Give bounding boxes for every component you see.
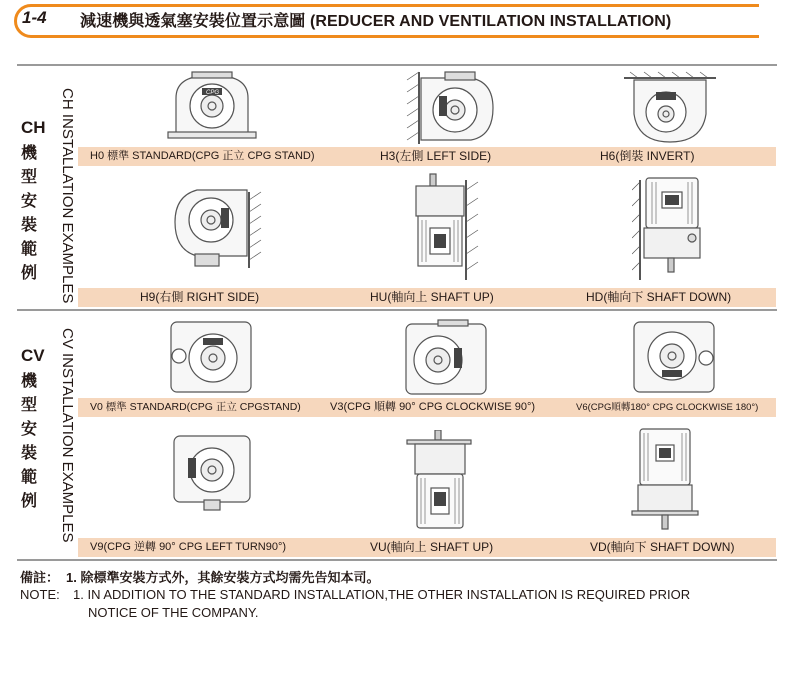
cjk-char: 裝	[21, 217, 38, 234]
note-en-label: NOTE:	[20, 587, 60, 602]
cjk-char: 例	[21, 493, 38, 510]
vertical-label-cv: CV INSTALLATION EXAMPLES	[59, 328, 76, 543]
caption-vu: VU(軸向上 SHAFT UP)	[370, 540, 494, 554]
diagram-hu	[410, 172, 482, 282]
divider	[17, 64, 777, 66]
caption-h9: H9(右側 RIGHT SIDE)	[140, 290, 260, 304]
cjk-char: 裝	[21, 445, 38, 462]
diagram-h3	[405, 70, 505, 146]
note-en-line2: NOTICE OF THE COMPANY.	[88, 605, 259, 620]
diagram-h0	[162, 70, 262, 144]
caption-hu: HU(軸向上 SHAFT UP)	[370, 290, 494, 304]
cjk-char: 安	[21, 421, 38, 438]
caption-v0: V0 標準 STANDARD(CPG 正立 CPGSTAND)	[90, 401, 301, 413]
cpg-logo: CPG	[206, 90, 220, 96]
diagram-v3	[398, 318, 494, 398]
cjk-char: 型	[21, 169, 38, 186]
cjk-char: 例	[21, 265, 38, 282]
note-en-line1: 1. IN ADDITION TO THE STANDARD INSTALLATION,THE OTHER INSTALLATION IS REQUIRED PRIOR	[73, 587, 691, 602]
diagram-v9	[168, 432, 258, 512]
page-title: 減速機與透氣塞安裝位置示意圖 (REDUCER AND VENTILATION INSTALLATION)	[80, 13, 672, 30]
section-abbr-cv: CV	[21, 346, 45, 365]
cjk-char: 機	[21, 145, 38, 162]
caption-hd: HD(軸向下 SHAFT DOWN)	[586, 290, 732, 304]
caption-h0: H0 標準 STANDARD(CPG 正立 CPG STAND)	[90, 150, 315, 162]
cjk-char: 安	[21, 193, 38, 210]
divider	[17, 309, 777, 311]
caption-v6: V6(CPG順轉180° CPG CLOCKWISE 180°)	[576, 402, 759, 413]
diagram-v6	[628, 318, 720, 396]
cjk-char: 機	[21, 373, 38, 390]
caption-vd: VD(軸向下 SHAFT DOWN)	[590, 540, 735, 554]
diagram-vd	[630, 425, 700, 535]
diagram-h6	[620, 70, 720, 146]
divider	[17, 559, 777, 561]
cjk-char: 範	[21, 241, 38, 258]
cjk-char: 型	[21, 397, 38, 414]
caption-v3: V3(CPG 順轉 90° CPG CLOCKWISE 90°)	[330, 401, 536, 413]
diagram-h9	[165, 172, 265, 272]
diagram-hd	[632, 172, 712, 282]
vertical-label-ch: CH INSTALLATION EXAMPLES	[59, 88, 76, 304]
note-cn-text: 1. 除標準安裝方式外，其餘安裝方式均需先告知本司。	[66, 570, 380, 585]
diagram-v0	[165, 318, 257, 396]
note-cn-label: 備註：	[20, 570, 60, 585]
caption-h3: H3(左側 LEFT SIDE)	[380, 149, 492, 163]
caption-h6: H6(倒裝 INVERT)	[600, 149, 695, 163]
section-number: 1-4	[22, 8, 47, 27]
caption-v9: V9(CPG 逆轉 90° CPG LEFT TURN90°)	[90, 541, 287, 553]
diagram-vu	[405, 430, 475, 534]
section-abbr-ch: CH	[21, 118, 46, 137]
cjk-char: 範	[21, 469, 38, 486]
